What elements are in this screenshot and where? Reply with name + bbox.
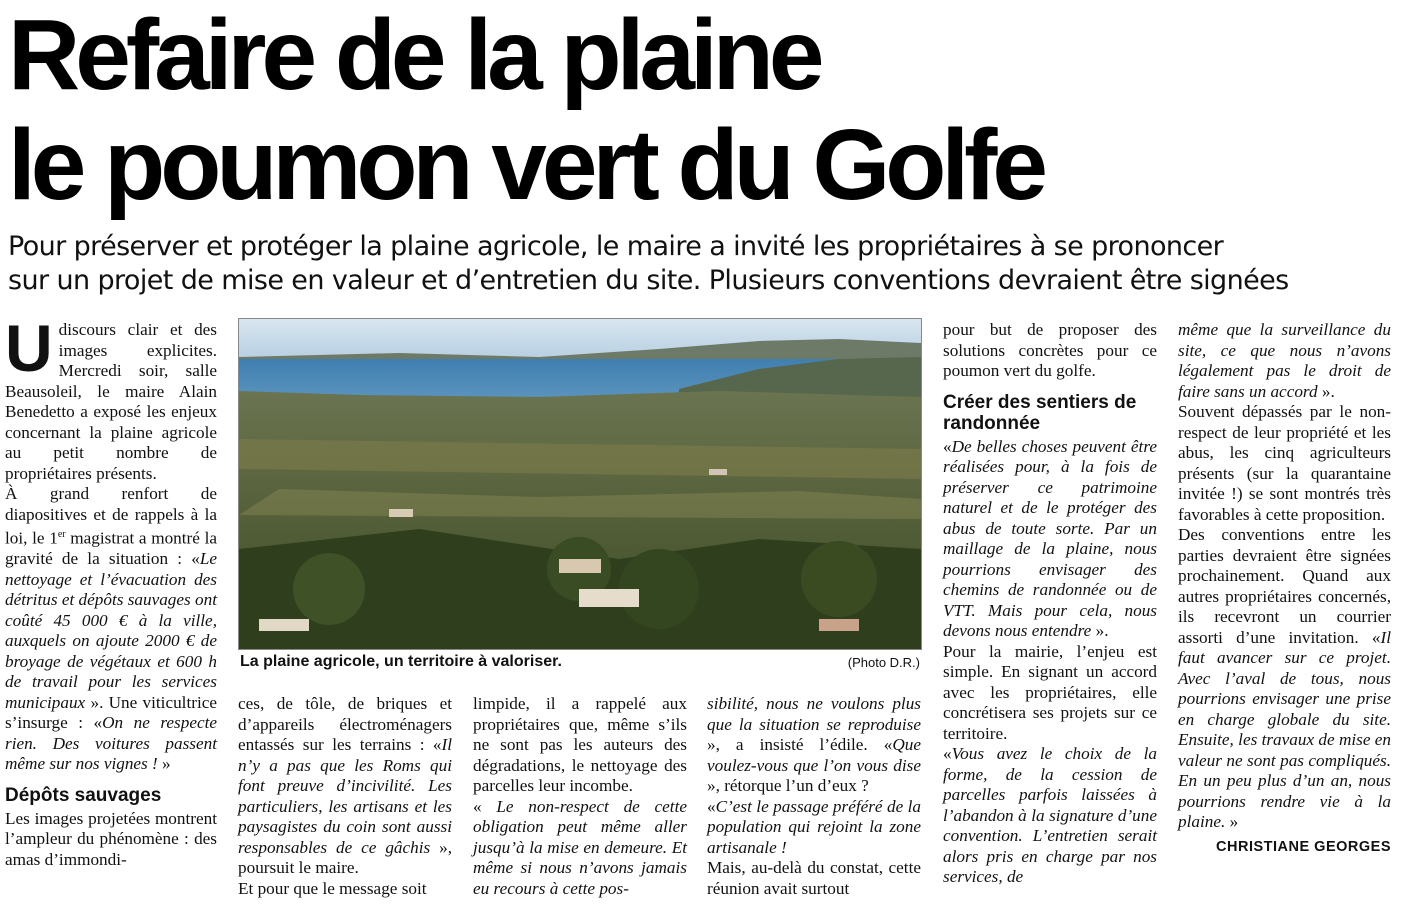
paragraph: Mais, au-delà du constat, cette réunion avait surtout	[707, 858, 921, 898]
paragraph: «C’est le passage préféré de la population qui rejoint la zone artisanale !	[707, 796, 921, 857]
headline-line-2: le poumon vert du Golfe	[8, 109, 1044, 221]
paragraph: Des conventions entre les parties devraient être signées prochainement. Quand aux autres propriétaires concernés, ils recevront un courrier assorti d’une invitation. «Il faut avancer sur ce projet. Avec l’aval de tous, nous pourrions envisager une prise en charge globale du site. Ensuite, les travaux de mise en valeur ne sont pas compliqués. En un peu plus d’un an, nous pourrions rendre vie à la plaine. »	[1178, 525, 1391, 831]
subheading: Créer des sentiers de randonnée	[943, 391, 1137, 434]
paragraph: « Le non-respect de cette obligation peut même aller jusqu’à la mise en demeure. Et même si nous n’avons jamais eu recours à cette pos-	[473, 796, 687, 898]
standfirst-line-2: sur un projet de mise en valeur et d’entretien du site. Plusieurs conventions devraient être signées	[8, 265, 1289, 296]
landscape-photo	[238, 318, 922, 650]
article-column-3	[473, 694, 687, 899]
paragraph: À grand renfort de diapositives et de rappels à la loi, le 1er magistrat a montré la gravité de la situation : «Le nettoyage et l’évacuation des détritus et dépôts sauvages ont coûté 45 000 € à la ville, auxquels on ajoute 2000 € de broyage de végétaux et 600 h de travail pour les services municipaux ». Une viticultrice s’insurge : «On ne respecte rien. Des voitures passent même sur nos vignes ! »	[5, 484, 217, 774]
paragraph: Et pour que le message soit	[238, 878, 427, 898]
standfirst	[8, 230, 1418, 298]
photo-illustration	[239, 319, 921, 649]
paragraph: même que la surveillance du site, ce que nous n’avons légalement pas le droit de faire sans un accord ».	[1178, 320, 1391, 401]
paragraph: pour but de proposer des solutions concrètes pour ce poumon vert du golfe.	[943, 320, 1157, 380]
paragraph: «Vous avez le choix de la forme, de la cession de parcelles parfois laissées à l’abandon à la signature d’une convention. L’entretien serait alors pris en charge par nos services, de	[943, 744, 1157, 886]
subheading: Dépôts sauvages	[5, 784, 162, 806]
paragraph: ces, de tôle, de briques et d’appareils électroménagers entassés sur les terrains : «Il n’y a pas que les Roms qui font preuve d’incivilité. Les particuliers, les artisans et les paysagistes du coin sont aussi responsables de ce gâchis », poursuit le maire.	[238, 694, 452, 877]
article-column-6	[1178, 320, 1391, 857]
article-column-5	[943, 320, 1157, 888]
article-column-4	[707, 694, 921, 899]
paragraph: Souvent dépassés par le non-respect de leur propriété et les abus, les cinq agriculteurs présents (sur la quarantaine invitée !) se sont montrés très favorables à cette proposition.	[1178, 402, 1391, 524]
photo-caption	[238, 650, 920, 676]
photo-credit: (Photo D.R.)	[847, 655, 920, 670]
standfirst-line-1: Pour préserver et protéger la plaine agricole, le maire a invité les propriétaires à se prononcer	[8, 231, 1224, 262]
article-column-2	[238, 694, 452, 899]
paragraph: «De belles choses peuvent être réalisées pour, à la fois de préserver ce patrimoine naturel et de le protéger des abus de toute sorte. Par un maillage de la plaine, nous pourrions envisager des chemins de randonnée ou de VTT. Mais pour cela, nous devons nous entendre ».	[943, 436, 1157, 640]
paragraph: Les images projetées montrent l’ampleur du phénomène : des amas d’immondi-	[5, 808, 217, 869]
author-byline: CHRISTIANE GEORGES	[1216, 838, 1391, 855]
headline	[8, 0, 1418, 220]
caption-text: La plaine agricole, un territoire à valoriser.	[240, 653, 562, 670]
drop-cap: U	[5, 311, 53, 385]
paragraph: Pour la mairie, l’enjeu est simple. En signant un accord avec les propriétaires, elle concrétisera ses projets sur ce territoire.	[943, 641, 1157, 743]
paragraph: sibilité, nous ne voulons plus que la situation se reproduise », a insisté l’édile. «Que voulez-vous que l’on vous dise », rétorque l’un d’eux ?	[707, 694, 921, 795]
paragraph: limpide, il a rappelé aux propriétaires que, même s’ils ne sont pas les auteurs des dégradations, le nettoyage des parcelles leur incombe.	[473, 694, 687, 795]
headline-line-1: Refaire de la plaine	[8, 0, 820, 111]
paragraph: Udiscours clair et des images explicites. Mercredi soir, salle Beausoleil, le maire Alain Benedetto a exposé les enjeux concernant la plaine agricole au petit nombre de propriétaires présents.	[5, 311, 217, 483]
article-column-1	[5, 311, 217, 870]
